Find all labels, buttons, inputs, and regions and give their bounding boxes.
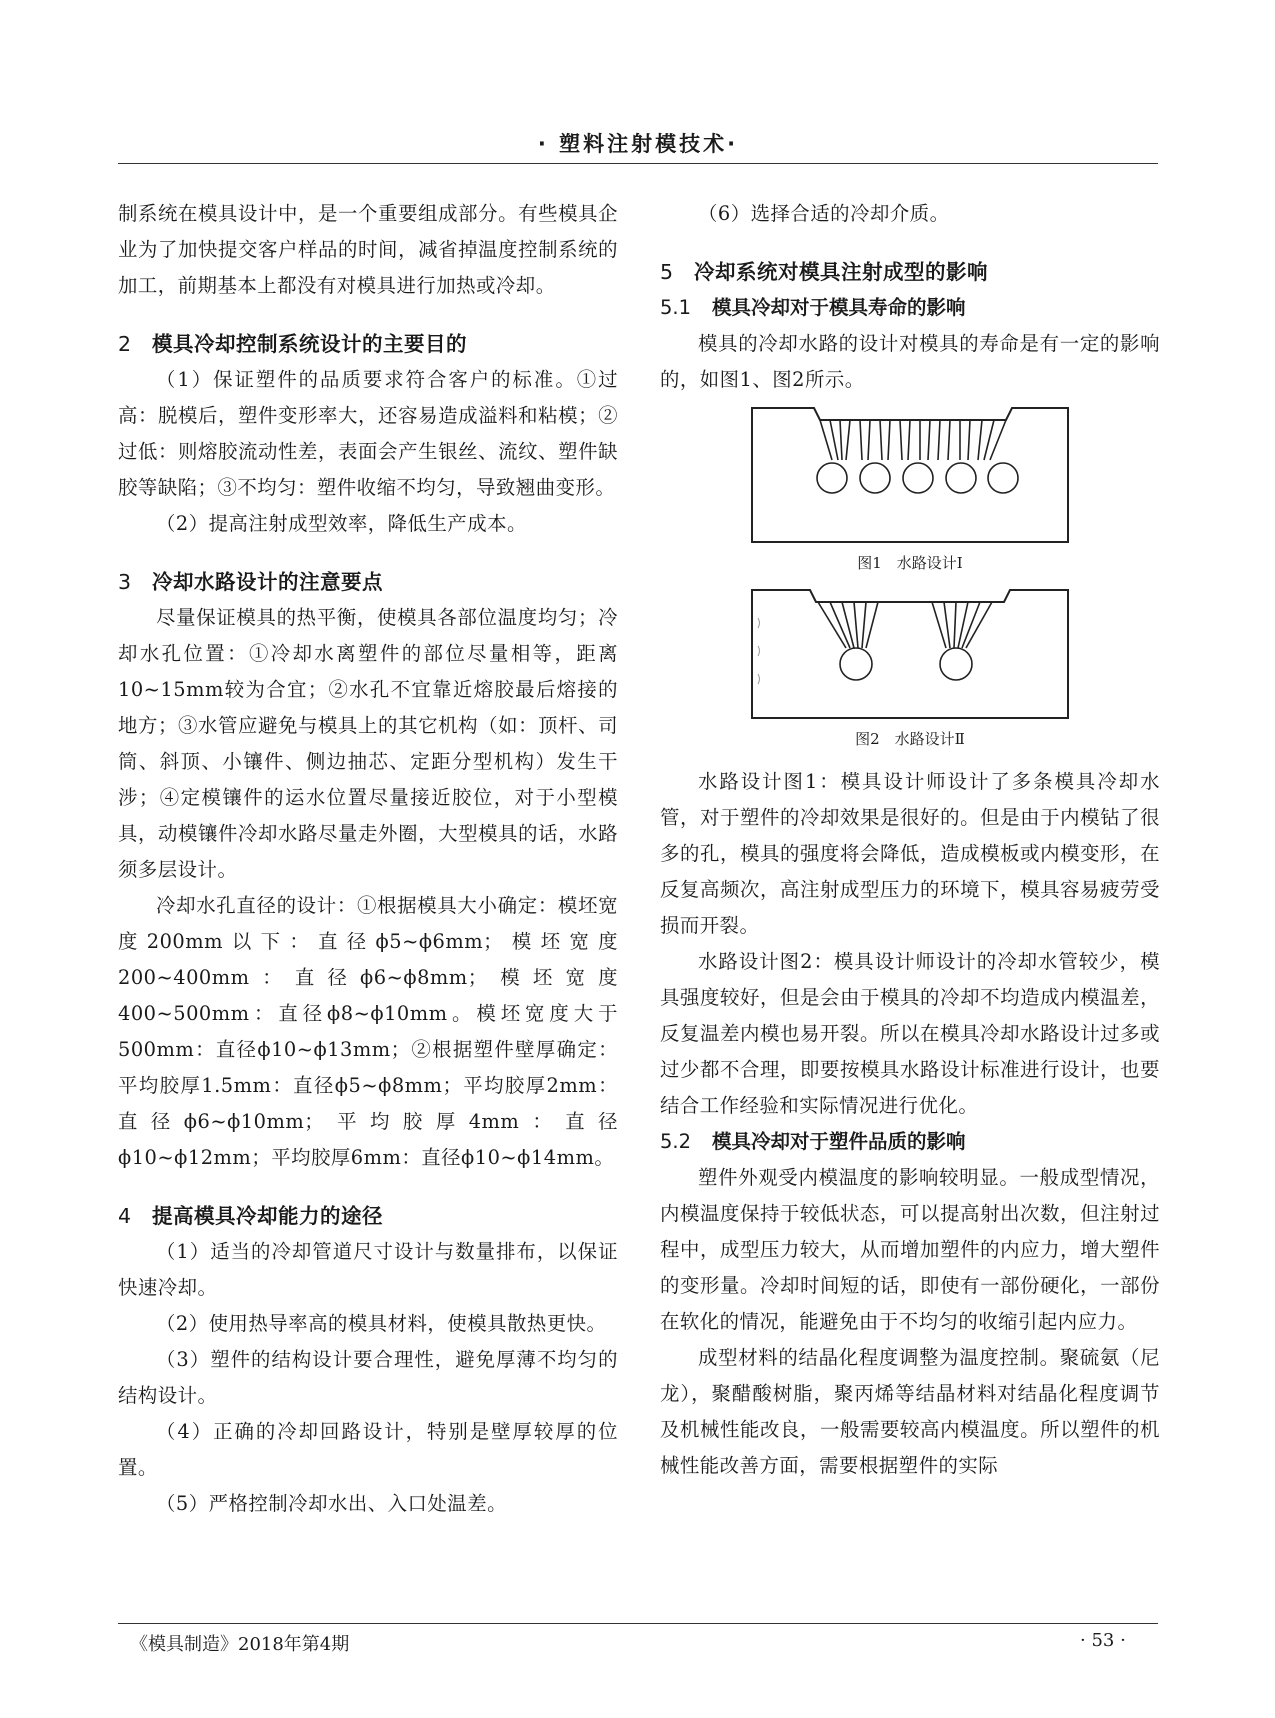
figure-2-caption: 图2 水路设计Ⅱ	[855, 730, 965, 748]
subsection-number: 5.2	[660, 1130, 692, 1153]
list-item: （5）严格控制冷却水出、入口处温差。	[156, 1492, 507, 1515]
section-number: 3	[118, 570, 132, 594]
section-title: 冷却水路设计的注意要点	[152, 570, 383, 594]
figure-1-discussion: 水路设计图1：模具设计师设计了多条模具冷却水管，对于塑件的冷却效果是很好的。但是由于内模钻了很多的孔，模具的强度将会降低，造成模板或内模变形，在反复高频次，高注射成型压力的环境下，模具容易疲劳受损而开裂。	[660, 770, 1160, 937]
list-item: （6）选择合适的冷却介质。	[698, 202, 950, 225]
figure-2-diagram	[750, 588, 1070, 720]
header-rule	[118, 163, 1158, 164]
section-title: 模具冷却控制系统设计的主要目的	[152, 332, 467, 356]
section-number: 5	[660, 260, 674, 284]
list-item: （3）塑件的结构设计要合理性，避免厚薄不均匀的结构设计。	[118, 1348, 618, 1407]
list-item: （1）适当的冷却管道尺寸设计与数量排布，以保证快速冷却。	[118, 1240, 618, 1299]
section-5-1-heading	[660, 290, 1160, 326]
section-5-2-paragraph-2: 成型材料的结晶化程度调整为温度控制。聚硫氨（尼龙），聚醋酸树脂，聚丙烯等结晶材料对结晶化程度调节及机械性能改良，一般需要较高内模温度。所以塑件的机械性能改善方面，需要根据塑件的实际	[660, 1346, 1160, 1477]
section-2-heading	[118, 326, 618, 362]
subsection-title: 模具冷却对于塑件品质的影响	[712, 1130, 966, 1153]
page-number: · 53 ·	[1080, 1630, 1126, 1651]
section-title: 冷却系统对模具注射成型的影响	[694, 260, 988, 284]
list-item: （2）使用热导率高的模具材料，使模具散热更快。	[156, 1312, 607, 1335]
figure-1	[660, 406, 1160, 578]
section-4-heading	[118, 1198, 618, 1234]
section-number: 4	[118, 1204, 132, 1228]
section-title: 提高模具冷却能力的途径	[152, 1204, 383, 1228]
left-column	[118, 196, 618, 1522]
intro-paragraph: 制系统在模具设计中，是一个重要组成部分。有些模具企业为了加快提交客户样品的时间，减省掉温度控制系统的加工，前期基本上都没有对模具进行加热或冷却。	[118, 202, 618, 297]
figure-2-discussion: 水路设计图2：模具设计师设计的冷却水管较少，模具强度较好，但是会由于模具的冷却不均造成内模温差，反复温差内模也易开裂。所以在模具冷却水路设计过多或过少都不合理，即要按模具水路设计标准进行设计，也要结合工作经验和实际情况进行优化。	[660, 950, 1160, 1117]
section-3-paragraph-2: 冷却水孔直径的设计：①根据模具大小确定：模坯宽度200mm以下：直径ϕ5~ϕ6mm；模坯宽度200~400mm：直径ϕ6~ϕ8mm；模坯宽度400~500mm：直径ϕ8~ϕ10mm。模坯宽度大于500mm：直径ϕ10~ϕ13mm；②根据塑件壁厚确定：平均胶厚1.5mm：直径ϕ5~ϕ8mm；平均胶厚2mm：直径ϕ6~ϕ10mm；平均胶厚4mm：直径ϕ10~ϕ12mm；平均胶厚6mm：直径ϕ10~ϕ14mm。	[118, 894, 618, 1169]
section-5-2-heading	[660, 1124, 1160, 1160]
running-header: · 塑料注射模技术·	[537, 132, 739, 156]
section-5-2-paragraph-1: 塑件外观受内模温度的影响较明显。一般成型情况，内模温度保持于较低状态，可以提高射出次数，但注射过程中，成型压力较大，从而增加塑件的内应力，增大塑件的变形量。冷却时间短的话，即使有一部份硬化，一部份在软化的情况，能避免由于不均匀的收缩引起内应力。	[660, 1166, 1160, 1333]
section-5-1-paragraph: 模具的冷却水路的设计对模具的寿命是有一定的影响的，如图1、图2所示。	[660, 332, 1160, 391]
section-5-heading	[660, 254, 1160, 290]
subsection-title: 模具冷却对于模具寿命的影响	[712, 296, 966, 319]
subsection-number: 5.1	[660, 296, 692, 319]
section-3-heading	[118, 564, 618, 600]
section-2-paragraph-2: （2）提高注射成型效率，降低生产成本。	[156, 512, 527, 535]
section-3-paragraph-1: 尽量保证模具的热平衡，使模具各部位温度均匀；冷却水孔位置：①冷却水离塑件的部位尽量相等，距离10~15mm较为合宜；②水孔不宜靠近熔胶最后熔接的地方；③水管应避免与模具上的其它机构（如：顶杆、司筒、斜顶、小镶件、侧边抽芯、定距分型机构）发生干涉；④定模镶件的运水位置尽量接近胶位，对于小型模具，动模镶件冷却水路尽量走外圈，大型模具的话，水路须多层设计。	[118, 606, 618, 881]
figure-1-diagram	[750, 406, 1070, 544]
right-column	[660, 196, 1160, 1484]
section-number: 2	[118, 332, 132, 356]
figure-2	[660, 588, 1160, 754]
footer-rule	[118, 1623, 1158, 1624]
section-2-paragraph-1: （1）保证塑件的品质要求符合客户的标准。①过高：脱模后，塑件变形率大，还容易造成溢料和粘模；②过低：则熔胶流动性差，表面会产生银丝、流纹、塑件缺胶等缺陷；③不均匀：塑件收缩不均匀，导致翘曲变形。	[118, 368, 618, 499]
figure-1-caption: 图1 水路设计Ⅰ	[857, 554, 963, 572]
journal-footer: 《模具制造》2018年第4期	[130, 1634, 350, 1655]
list-item: （4）正确的冷却回路设计，特别是壁厚较厚的位置。	[118, 1420, 618, 1479]
